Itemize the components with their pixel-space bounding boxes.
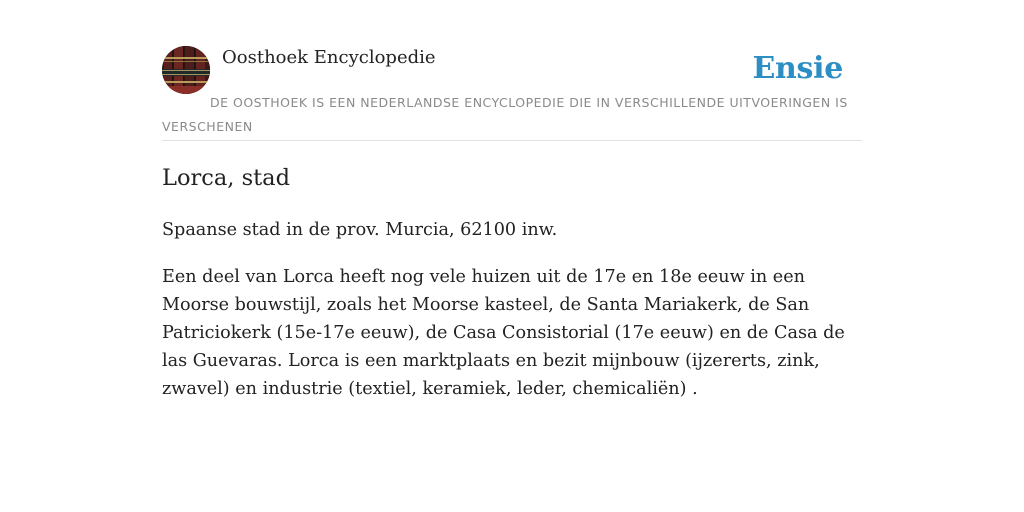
- article: [162, 160, 868, 403]
- site-header: [162, 46, 862, 141]
- avatar[interactable]: [162, 46, 210, 94]
- book-spines-icon: [162, 46, 210, 94]
- site-tagline: DE OOSTHOEK IS EEN NEDERLANDSE ENCYCLOPEDIE DIE IN VERSCHILLENDE UITVOERINGEN IS VERSCHENEN: [162, 95, 848, 134]
- article-paragraph: Een deel van Lorca heeft nog vele huizen uit de 17e en 18e eeuw in een Moorse bouwstijl, zoals het Moorse kasteel, de Santa Mariakerk, de San Patriciokerk (15e-17e eeuw), de Casa Consistorial (17e eeuw) en de Casa de las Guevaras. Lorca is een marktplaats en bezit mijnbouw (ijzererts, zink, zwavel) en industrie (textiel, keramiek, leder, chemicaliën) .: [162, 267, 845, 399]
- brand-logo[interactable]: Ensie: [752, 51, 843, 86]
- article-paragraph: Spaanse stad in de prov. Murcia, 62100 inw.: [162, 220, 558, 240]
- site-title[interactable]: Oosthoek Encyclopedie: [222, 47, 436, 68]
- page-title: Lorca, stad: [162, 165, 290, 191]
